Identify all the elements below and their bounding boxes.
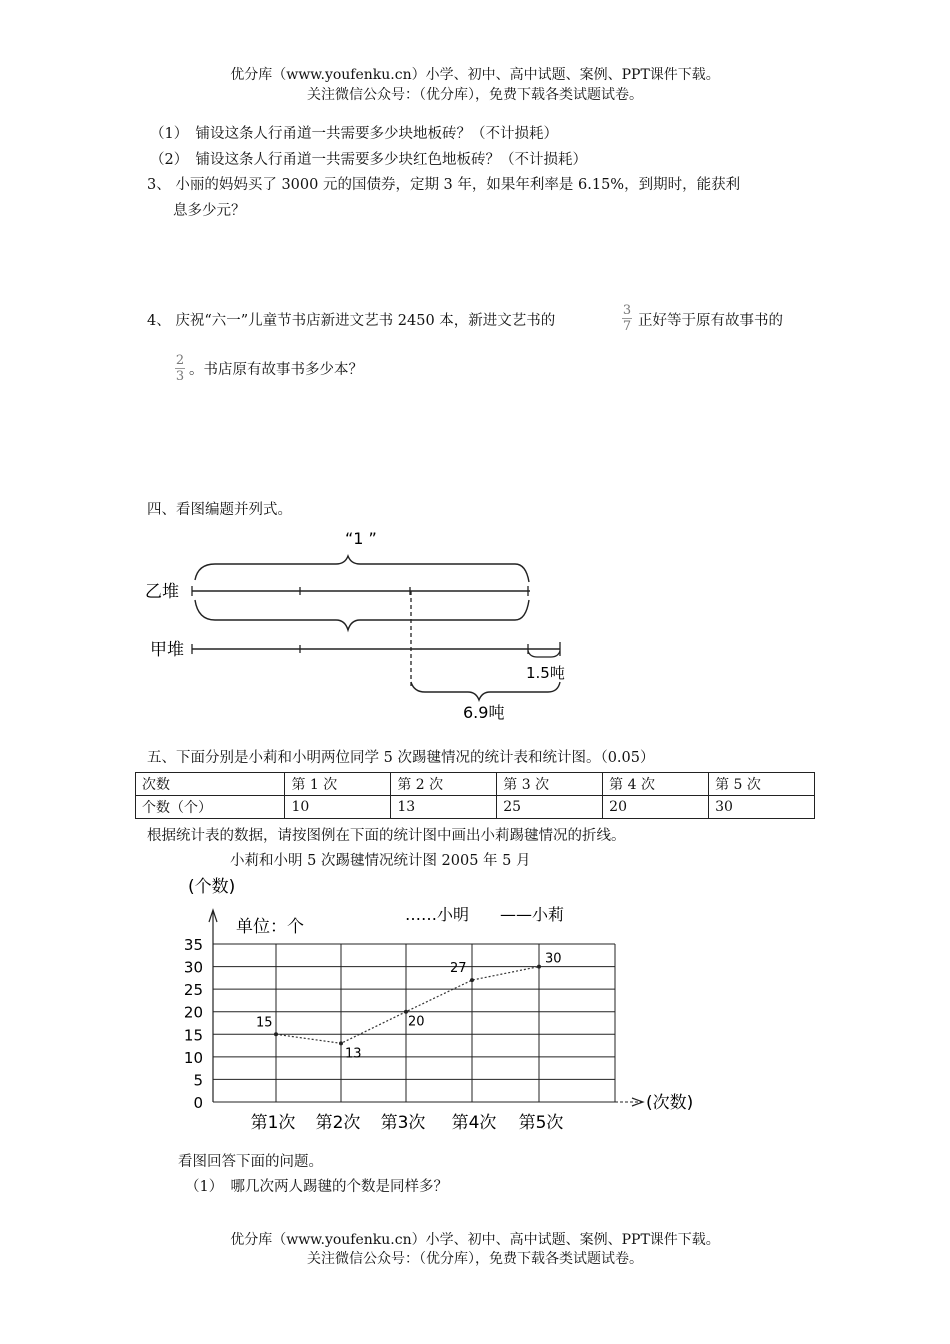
data-label: 13 (345, 1046, 362, 1062)
brace-label-one: “1 ” (345, 529, 377, 548)
y-tick-label: 5 (193, 1071, 203, 1090)
table-cell: 个数（个） (136, 796, 285, 819)
question-4-line-1: 4、 庆祝“六一”儿童节书店新进文艺书 2450 本，新进文艺书的 (147, 313, 556, 329)
table-cell: 13 (391, 796, 497, 819)
table-cell: 10 (285, 796, 391, 819)
x-tick-label: 第5次 (518, 1113, 564, 1133)
section-5-instruction: 根据统计表的数据，请按图例在下面的统计图中画出小莉踢毽情况的折线。 (147, 828, 626, 844)
x-tick-label: 第4次 (451, 1113, 497, 1133)
line-segment-diagram (140, 520, 600, 730)
question-4-line-2: 。书店原有故事书多少本？ (189, 362, 363, 378)
data-point (404, 1010, 408, 1014)
y-tick-label: 35 (183, 936, 203, 954)
kick-shuttlecock-line-chart (0, 860, 950, 1150)
question-3-line-1: 3、 小丽的妈妈买了 3000 元的国债券，定期 3 年，如果年利率是 6.15%，到期时，能获利 (147, 177, 741, 193)
question-3-line-2: 息多少元？ (173, 203, 246, 219)
table-cell: 第 3 次 (497, 773, 603, 796)
yi-bottom-brace (195, 600, 529, 630)
data-label: 15 (256, 1015, 273, 1031)
x-tick-label: 第2次 (315, 1113, 361, 1133)
question-2-2: （2） 铺设这条人行甬道一共需要多少块红色地板砖？（不计损耗） (150, 152, 587, 168)
table-cell: 20 (603, 796, 709, 819)
question-4-line-1b: 正好等于原有故事书的 (638, 313, 783, 329)
x-tick-label: 第3次 (380, 1113, 426, 1133)
section-5-title: 五、下面分别是小莉和小明两位同学 5 次踢毽情况的统计表和统计图。（0.05） (147, 750, 655, 766)
row-label-yi: 乙堆 (145, 582, 179, 602)
data-point (339, 1041, 343, 1045)
data-label: 30 (545, 951, 562, 967)
y-tick-label: 10 (183, 1048, 203, 1067)
table-cell: 第 2 次 (391, 773, 497, 796)
label-1-5-ton: 1.5吨 (526, 664, 565, 682)
x-tick-label: 第1次 (250, 1113, 296, 1133)
question-2-1: （1） 铺设这条人行甬道一共需要多少块地板砖？（不计损耗） (150, 126, 558, 142)
footer-line-2: 关注微信公众号：（优分库），免费下载各类试题试卷。 (307, 1251, 643, 1267)
table-cell: 25 (497, 796, 603, 819)
small-brace (528, 651, 560, 657)
legend-xiaoli: ——小莉 (500, 905, 565, 924)
table-header-row (136, 773, 815, 796)
x-axis-title: (次数) (646, 1093, 694, 1113)
section-4-title: 四、看图编题并列式。 (147, 502, 292, 518)
data-label: 27 (450, 961, 467, 977)
table-cell: 30 (709, 796, 815, 819)
after-chart-text: 看图回答下面的问题。 (178, 1154, 323, 1170)
unit-label: 单位：个 (236, 917, 304, 937)
stat-table (135, 772, 815, 819)
y-tick-label: 20 (183, 1003, 203, 1022)
y-tick-label: 25 (183, 981, 203, 1000)
top-brace (195, 556, 529, 582)
data-point (274, 1032, 278, 1036)
table-cell: 第 1 次 (285, 773, 391, 796)
data-point (470, 978, 474, 982)
footer-line-1: 优分库（www.youfenku.cn）小学、初中、高中试题、案例、PPT课件下载。 (230, 1232, 720, 1248)
row-label-jia: 甲堆 (150, 640, 184, 660)
data-label: 20 (408, 1014, 425, 1030)
header-line-2: 关注微信公众号：（优分库），免费下载各类试题试卷。 (307, 87, 643, 103)
y-tick-label: 15 (183, 1026, 203, 1045)
label-6-9-ton: 6.9吨 (463, 703, 505, 722)
y-tick-label: 30 (183, 958, 203, 977)
table-cell: 第 5 次 (709, 773, 815, 796)
data-point (537, 965, 541, 969)
series-line-小明 (276, 967, 539, 1044)
big-brace (411, 682, 560, 700)
chart-title: 小莉和小明 5 次踢毽情况统计图 2005 年 5 月 (230, 853, 531, 869)
table-row (136, 796, 815, 819)
sub-question-1: （1） 哪几次两人踢毽的个数是同样多？ (185, 1179, 448, 1195)
table-cell: 次数 (136, 773, 285, 796)
y-axis-title: (个数) (188, 877, 236, 897)
table-cell: 第 4 次 (603, 773, 709, 796)
y-tick-label: 0 (193, 1094, 203, 1112)
legend-xiaoming: ……小明 (405, 905, 470, 924)
fraction-three-sevenths: 3 7 (622, 303, 632, 334)
header-line-1: 优分库（www.youfenku.cn）小学、初中、高中试题、案例、PPT课件下载。 (230, 67, 720, 83)
fraction-two-thirds: 2 3 (175, 353, 185, 384)
